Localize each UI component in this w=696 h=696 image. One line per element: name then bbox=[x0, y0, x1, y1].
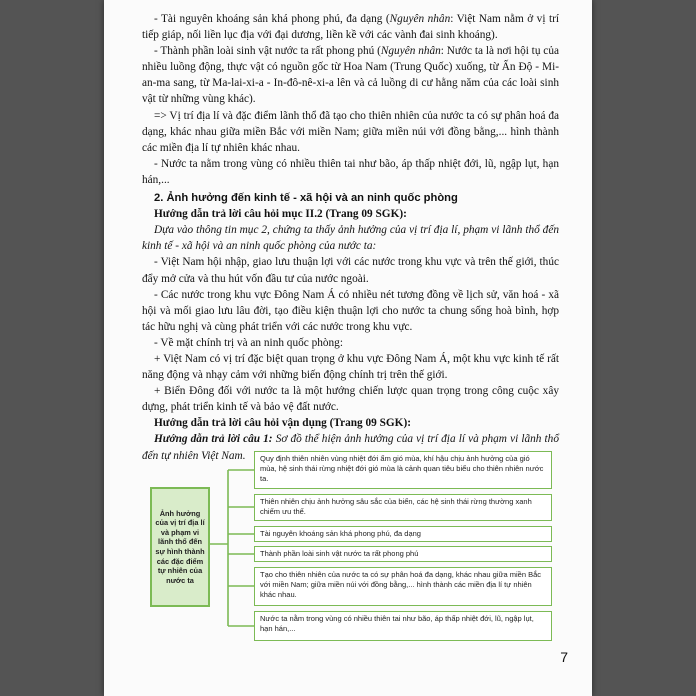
text-run: Hướng dẫn trả lời câu 1: bbox=[154, 433, 273, 446]
text-run: + Việt Nam có vị trí đặc biệt quan trọng ở khu vực Đông Nam Á, một khu vực kinh tế rất năng động và nhạy cảm với những biến động chính trị trên thế giới. bbox=[142, 352, 559, 382]
diagram-branch-5: Tạo cho thiên nhiên của nước ta có sự phân hoá đa dạng, khác nhau giữa miền Bắc với miền Nam; giữa miền núi với đồng bằng,... hình thành các miền địa lí tự nhiên khác nhau. bbox=[254, 567, 552, 606]
paragraph bbox=[142, 156, 559, 188]
text-run: : Nước ta là nơi hội tụ của nhiều luồng động, thực vật có nguồn gốc từ Hoa Nam (Trung Quốc) xuống, từ Ấn Độ - Mi-an-ma sang, từ Ma-lai-xi-a - In-đô-nê-xi-a lên và cả luồng di cư hằng năm của các loài sinh vật từ những vùng khác). bbox=[142, 45, 559, 106]
body-text bbox=[142, 11, 559, 464]
paragraph bbox=[142, 351, 559, 383]
text-run: - Các nước trong khu vực Đông Nam Á có nhiều nét tương đồng về lịch sử, văn hoá - xã hội và mối giao lưu lâu đời, tạo điều kiện thuận lợi cho nước ta chung sống hoà bình, hợp tác hữu nghị và cùng phát triển với các nước trong khu vực. bbox=[142, 288, 559, 333]
text-run: - Tài nguyên khoáng sản khá phong phú, đa dạng ( bbox=[154, 13, 390, 25]
paragraph bbox=[142, 383, 559, 415]
text-run: + Biển Đông đối với nước ta là một hướng chiến lược quan trọng trong công cuộc xây dựng, phát triển kinh tế và bảo vệ đất nước. bbox=[142, 385, 559, 414]
text-run: - Thành phần loài sinh vật nước ta rất phong phú ( bbox=[154, 45, 381, 58]
text-run: - Nước ta nằm trong vùng có nhiều thiên tai như bão, áp thấp nhiệt đới, lũ, ngập lụt, hạn hán,... bbox=[142, 157, 559, 186]
text-run: : Việt Nam nằm ở vị trí tiếp giáp, nối liền lục địa với đại dương, liền kề với các vành đai sinh khoáng). bbox=[142, 13, 559, 42]
text-run: => Vị trí địa lí và đặc điểm lãnh thổ đã tạo cho thiên nhiên của nước ta có sự phân hoá đa dạng, khác nhau giữa miền Bắc với miền Nam; giữa miền núi với đồng bằng,... hình thành các miền địa lí tự nhiên khác nhau. bbox=[142, 109, 559, 154]
paragraph bbox=[142, 11, 559, 43]
diagram-root-box: Ảnh hưởng của vị trí địa lí và phạm vi lãnh thổ đến sự hình thành các đặc điểm tự nhiên của nước ta bbox=[150, 487, 210, 607]
diagram-branch-1: Quy định thiên nhiên vùng nhiệt đới ẩm gió mùa, khí hậu chịu ảnh hưởng của gió mùa, hệ sinh thái rừng nhiệt đới gió mùa là cảnh quan tiêu biểu cho thiên nhiên nước ta. bbox=[254, 451, 552, 489]
text-run: Dựa vào thông tin mục 2, chứng ta thấy ảnh hưởng của vị trí địa lí, phạm vi lãnh thổ đến kinh tế - xã hội và an ninh quốc phòng của nước ta: bbox=[142, 224, 559, 253]
page-number: 7 bbox=[560, 649, 568, 665]
text-run: Hướng dẫn trả lời câu hỏi mục II.2 (Trang 09 SGK): bbox=[154, 208, 407, 221]
paragraph bbox=[142, 335, 559, 351]
paragraph bbox=[142, 415, 559, 431]
paragraph bbox=[142, 287, 559, 335]
paragraph bbox=[142, 254, 559, 286]
paragraph bbox=[142, 43, 559, 107]
diagram-branch-6: Nước ta nằm trong vùng có nhiều thiên tai như bão, áp thấp nhiệt đới, lũ, ngập lụt, hạn hán,... bbox=[254, 611, 552, 641]
text-run: 2. Ảnh hưởng đến kinh tế - xã hội và an ninh quốc phòng bbox=[154, 192, 458, 205]
text-run: Sơ đồ thể hiện ảnh hưởng của vị trí địa lí và phạm vi lãnh thổ đến tự nhiên Việt Nam. bbox=[142, 433, 559, 462]
diagram-branch-4: Thành phần loài sinh vật nước ta rất phong phú bbox=[254, 546, 552, 562]
diagram-branch-3: Tài nguyên khoáng sản khá phong phú, đa dạng bbox=[254, 526, 552, 542]
text-run: Hướng dẫn trả lời câu hỏi vận dụng (Trang 09 SGK): bbox=[154, 417, 411, 430]
text-run: - Việt Nam hội nhập, giao lưu thuận lợi với các nước trong khu vực và trên thế giới, thúc đẩy mở cửa và thu hút vốn đầu tư của nước ngoài. bbox=[142, 256, 559, 285]
text-run: Nguyên nhân bbox=[380, 45, 441, 58]
text-run: Nguyên nhân bbox=[389, 13, 451, 25]
paragraph bbox=[142, 222, 559, 254]
connector-lines bbox=[204, 470, 254, 626]
paragraph bbox=[142, 108, 559, 156]
diagram-branch-2: Thiên nhiên chịu ảnh hưởng sâu sắc của biển, các hệ sinh thái rừng thường xanh chiếm ưu thế. bbox=[254, 494, 552, 521]
influence-diagram bbox=[142, 447, 552, 643]
paragraph bbox=[142, 206, 559, 222]
book-page bbox=[104, 0, 592, 696]
text-run: - Về mặt chính trị và an ninh quốc phòng: bbox=[154, 336, 343, 349]
paragraph bbox=[142, 190, 559, 206]
